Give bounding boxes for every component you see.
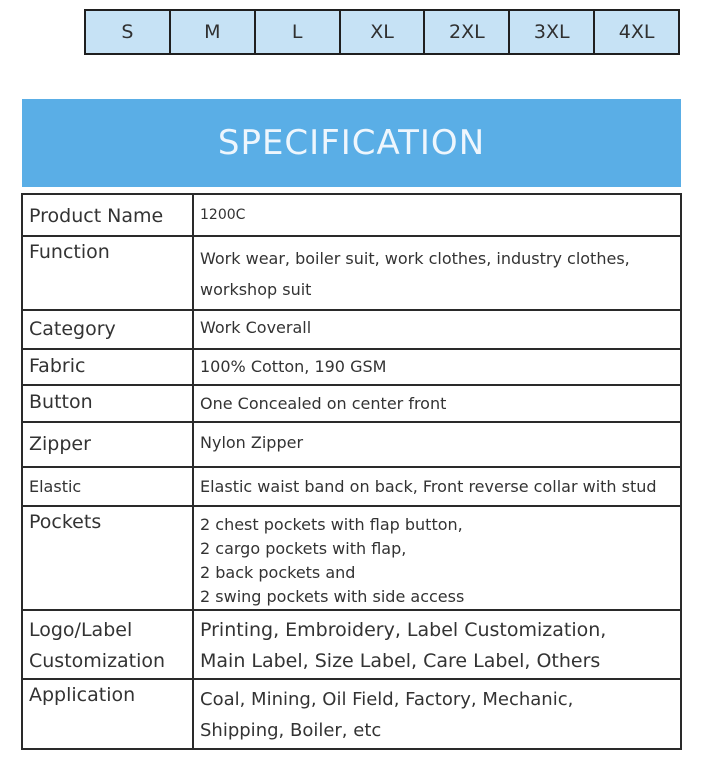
- size-3xl: 3XL: [510, 11, 595, 53]
- row-label: Application: [22, 679, 193, 749]
- row-value: Elastic waist band on back, Front reverse collar with stud: [193, 467, 681, 506]
- table-row: [22, 385, 681, 422]
- table-row: [22, 194, 681, 236]
- specification-table: [21, 193, 682, 750]
- row-value: [193, 679, 681, 749]
- row-value: Work Coverall: [193, 310, 681, 349]
- row-label: Pockets: [22, 506, 193, 610]
- table-row: [22, 467, 681, 506]
- table-row: [22, 610, 681, 679]
- table-row: [22, 310, 681, 349]
- label-line: Customization: [29, 650, 166, 672]
- row-value: One Concealed on center front: [193, 385, 681, 422]
- value-line: 2 cargo pockets with flap,: [200, 539, 407, 558]
- row-label: Elastic: [22, 467, 193, 506]
- table-row: [22, 422, 681, 467]
- size-2xl: 2XL: [425, 11, 510, 53]
- size-chart: [84, 9, 680, 55]
- row-value: 100% Cotton, 190 GSM: [193, 349, 681, 385]
- size-l: L: [256, 11, 341, 53]
- label-line: Logo/Label: [29, 619, 133, 641]
- row-value: [193, 610, 681, 679]
- table-row: [22, 236, 681, 310]
- value-line: Shipping, Boiler, etc: [200, 720, 382, 741]
- size-m: M: [171, 11, 256, 53]
- row-label: Button: [22, 385, 193, 422]
- row-value: Nylon Zipper: [193, 422, 681, 467]
- size-4xl: 4XL: [618, 21, 655, 43]
- value-line: Coal, Mining, Oil Field, Factory, Mechanic,: [200, 689, 574, 710]
- value-line: Main Label, Size Label, Care Label, Others: [200, 650, 601, 672]
- value-line: Printing, Embroidery, Label Customization,: [200, 619, 607, 641]
- row-label: Fabric: [22, 349, 193, 385]
- value-line: 2 chest pockets with flap button,: [200, 515, 463, 534]
- row-value: [193, 236, 681, 310]
- row-label: Category: [22, 310, 193, 349]
- table-row: [22, 679, 681, 749]
- row-label: Zipper: [22, 422, 193, 467]
- value-line: Work wear, boiler suit, work clothes, industry clothes,: [200, 249, 630, 268]
- value-line: 2 swing pockets with side access: [200, 587, 465, 606]
- size-xl: XL: [341, 11, 426, 53]
- row-value: [193, 506, 681, 610]
- table-row: [22, 506, 681, 610]
- value-line: workshop suit: [200, 280, 312, 299]
- size-s: S: [86, 11, 171, 53]
- row-label: [22, 610, 193, 679]
- row-label: Product Name: [22, 194, 193, 236]
- row-label: Function: [22, 236, 193, 310]
- specification-banner: SPECIFICATION: [22, 99, 681, 187]
- table-row: [22, 349, 681, 385]
- row-value: 1200C: [193, 194, 681, 236]
- value-line: 2 back pockets and: [200, 563, 356, 582]
